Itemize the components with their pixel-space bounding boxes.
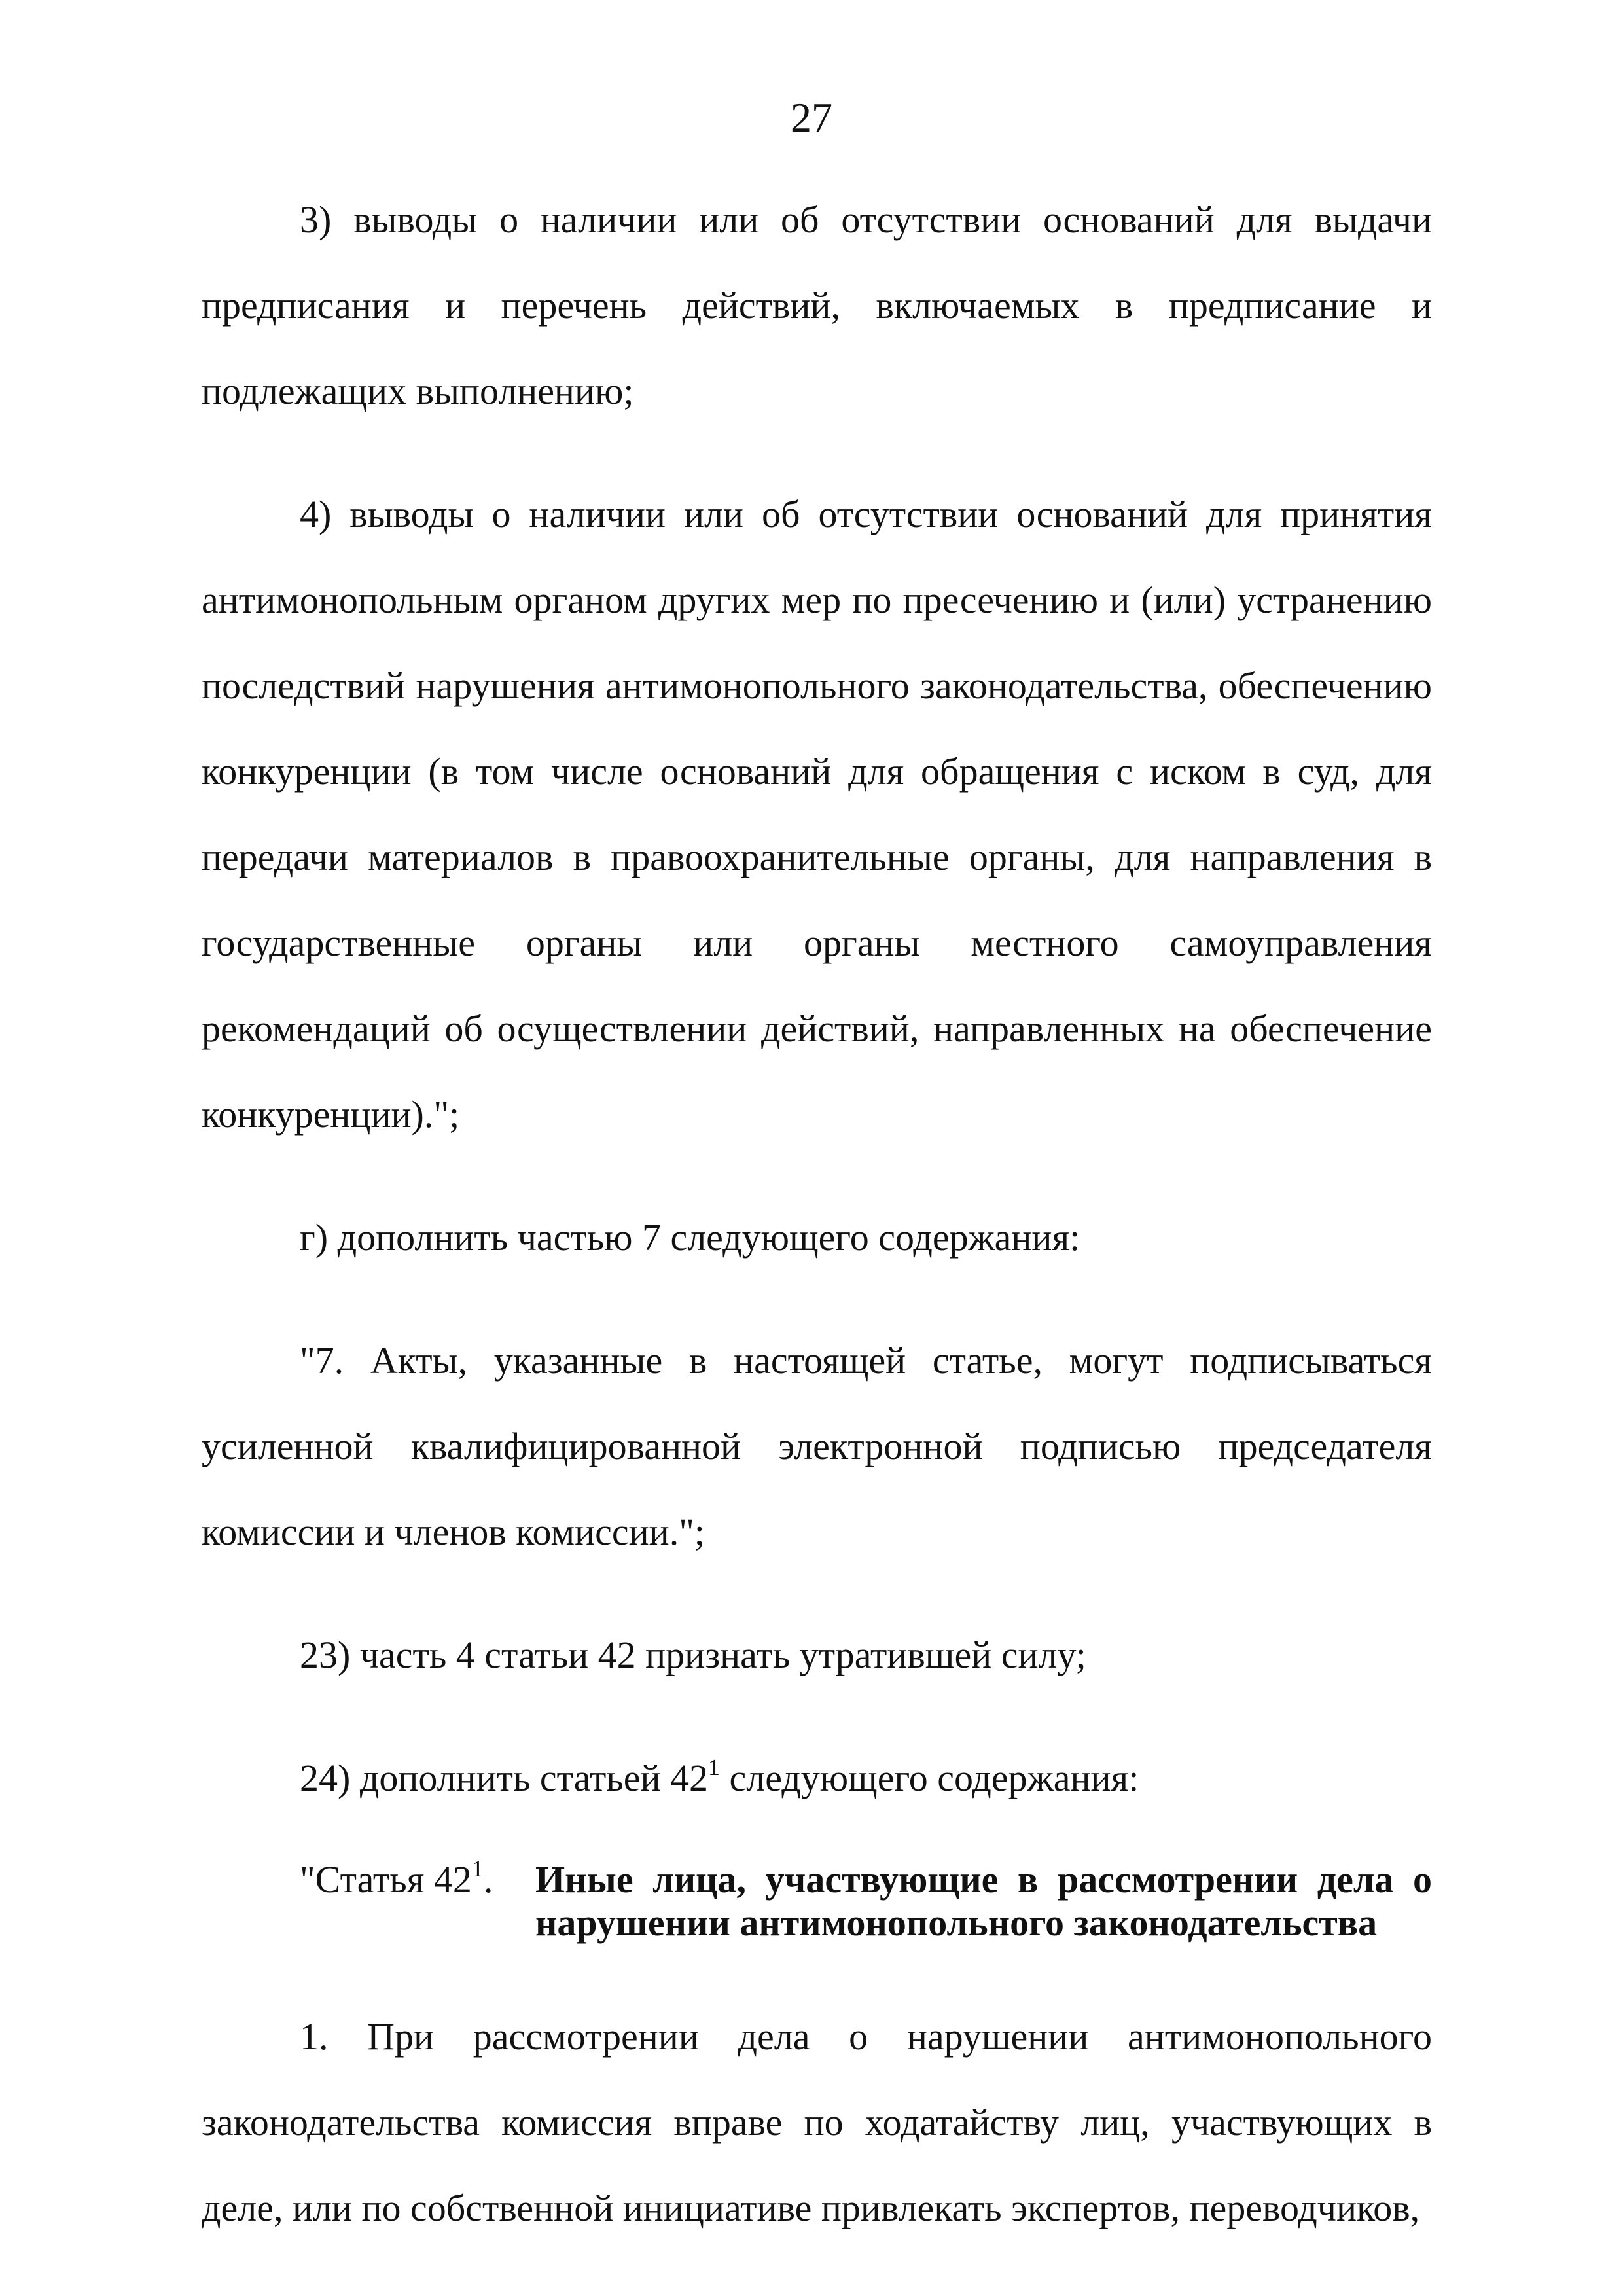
paragraph-subitem-g: г) дополнить частью 7 следующего содержания:: [300, 1216, 1080, 1259]
paragraph-part-7: "7. Акты, указанные в настоящей статье, могут подписываться усиленной квалифицированной электронной подписью председателя комиссии и членов комиссии.";: [202, 1339, 1432, 1553]
article-heading: [202, 1855, 1432, 1945]
article-label-superscript: 1: [471, 1855, 484, 1882]
paragraph-item-4: 4) выводы о наличии или об отсутствии оснований для принятия антимонопольным органом других мер по пресечению и (или) устранению последствий нарушения антимонопольного законодательства, обеспечению конкуренции (в том числе оснований для обращения с иском в суд, для передачи материалов в правоохранительные органы, для направления в государственные органы или органы местного самоуправления рекомендаций об осуществлении действий, направленных на обеспечение конкуренции).";: [202, 493, 1432, 1136]
item-24-text: 24) дополнить статьей 42: [300, 1757, 709, 1799]
paragraph-clause-1: 1. При рассмотрении дела о нарушении антимонопольного законодательства комиссия вправе по ходатайству лиц, участвующих в деле, или по собственной инициативе привлекать экспертов, переводчиков,: [202, 2015, 1432, 2229]
item-24-text-end: следующего содержания:: [720, 1757, 1139, 1799]
article-label-dot: .: [483, 1858, 493, 1901]
page-number: 27: [791, 94, 832, 141]
article-label-text: "Статья 42: [300, 1858, 472, 1901]
paragraph-item-23: 23) часть 4 статьи 42 признать утратившей силу;: [300, 1634, 1086, 1676]
article-title: Иные лица, участвующие в рассмотрении дела о нарушении антимонопольного законодательства: [535, 1858, 1432, 1944]
paragraph-item-3: 3) выводы о наличии или об отсутствии оснований для выдачи предписания и перечень действий, включаемых в предписание и подлежащих выполнению;: [202, 198, 1432, 412]
document-body: [202, 177, 1432, 2288]
article-label: [202, 1855, 535, 1901]
item-24-superscript: 1: [708, 1753, 721, 1780]
paragraph-item-24: [202, 1735, 1432, 1821]
